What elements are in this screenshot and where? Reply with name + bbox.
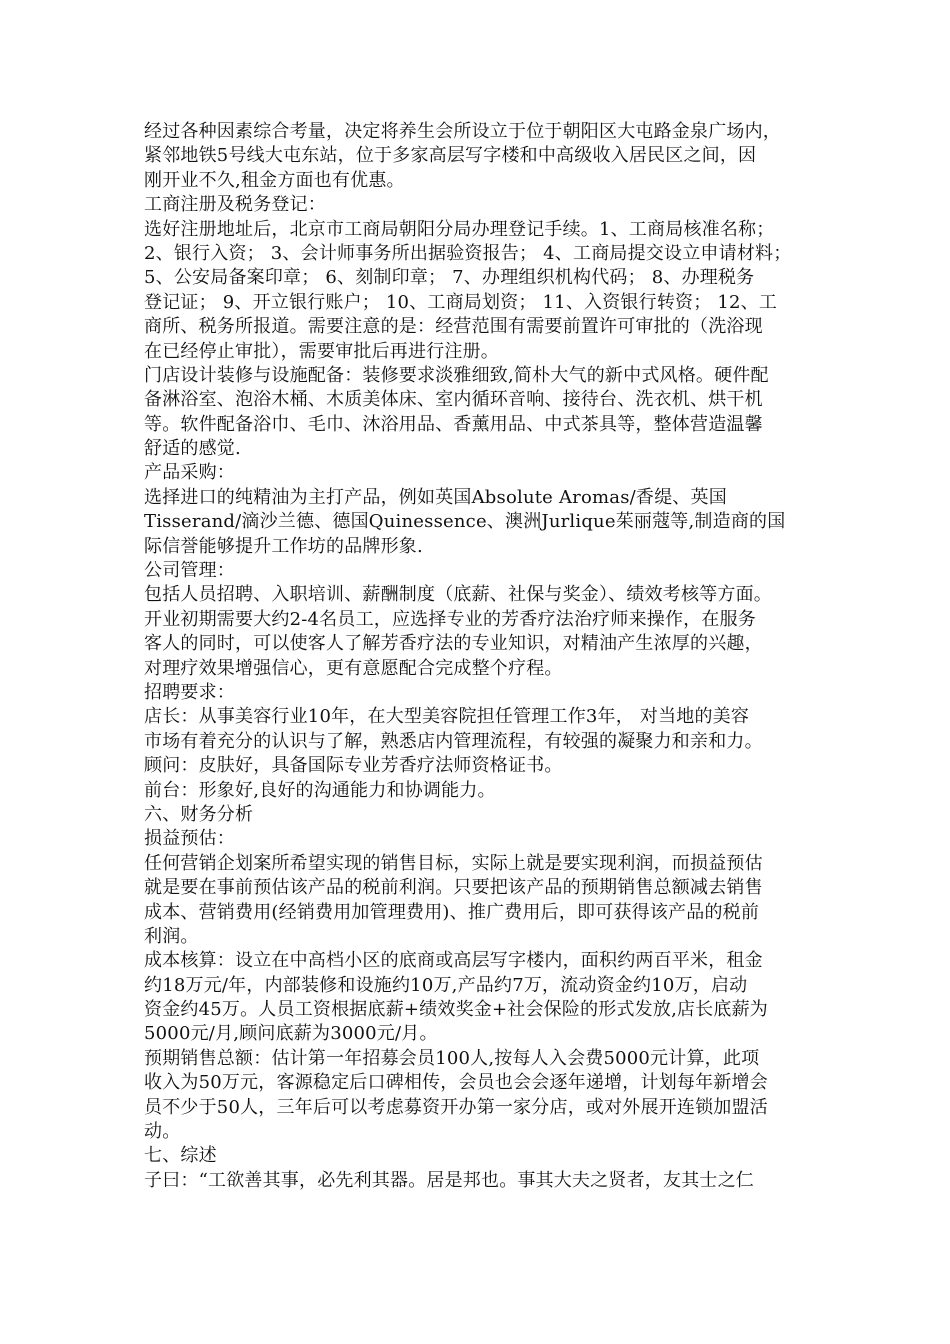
section-heading: 招聘要求： xyxy=(144,681,235,703)
section-heading: 公司管理： xyxy=(144,560,235,582)
text-line: 成本、营销费用(经销费用加管理费用)、推广费用后，即可获得该产品的税前 xyxy=(144,901,760,923)
text-line: 资金约45万。人员工资根据底薪+绩效奖金+社会保险的形式发放,店长底薪为 xyxy=(144,999,768,1021)
text-line: 紧邻地铁5号线大屯东站，位于多家高层写字楼和中高级收入居民区之间，因 xyxy=(144,145,757,167)
text-line: 包括人员招聘、入职培训、薪酬制度（底薪、社保与奖金）、绩效考核等方面。 xyxy=(144,584,772,606)
text-line: 成本核算：设立在中高档小区的底商或高层写字楼内，面积约两百平米，租金 xyxy=(144,950,763,972)
text-line: 备淋浴室、泡浴木桶、木质美体床、室内循环音响、接待台、洗衣机、烘干机 xyxy=(144,389,763,411)
text-line: 际信誉能够提升工作坊的品牌形象. xyxy=(144,535,423,557)
text-line: 前台：形象好,良好的沟通能力和协调能力。 xyxy=(144,779,496,801)
text-line: 约18万元/年，内部装修和设施约10万,产品约7万，流动资金约10万，启动 xyxy=(144,974,748,996)
document-body xyxy=(144,120,812,1193)
text-line: 开业初期需要大约2-4名员工，应选择专业的芳香疗法治疗师来操作，在服务 xyxy=(144,608,756,630)
text-line: 利润。 xyxy=(144,925,199,947)
text-line: Tisserand/滴沙兰德、德国Quinessence、澳洲Jurlique茱丽蔻等,制造商的国 xyxy=(144,511,786,533)
text-line: 选择进口的纯精油为主打产品，例如英国Absolute Aromas/香缇、英国 xyxy=(144,486,727,508)
text-line: 刚开业不久,租金方面也有优惠。 xyxy=(144,169,405,191)
text-line: 对理疗效果增强信心，更有意愿配合完成整个疗程。 xyxy=(144,657,563,679)
section-heading: 七、综述 xyxy=(144,1145,217,1167)
text-line: 5、公安局备案印章； 6、刻制印章； 7、办理组织机构代码； 8、办理税务 xyxy=(144,267,755,289)
section-heading: 产品采购： xyxy=(144,462,235,484)
section-heading: 损益预估： xyxy=(144,828,235,850)
text-line: 登记证； 9、开立银行账户； 10、工商局划资； 11、入资银行转资； 12、工 xyxy=(144,291,778,313)
text-line: 市场有着充分的认识与了解，熟悉店内管理流程，有较强的凝聚力和亲和力。 xyxy=(144,730,763,752)
text-line: 任何营销企划案所希望实现的销售目标，实际上就是要实现利润，而损益预估 xyxy=(144,852,763,874)
text-line: 经过各种因素综合考量，决定将养生会所设立于位于朝阳区大屯路金泉广场内， xyxy=(144,121,781,142)
text-line: 门店设计装修与设施配备：装修要求淡雅细致,简朴大气的新中式风格。硬件配 xyxy=(144,364,769,386)
text-line: 在已经停止审批），需要审批后再进行注册。 xyxy=(144,340,499,362)
text-line: 就是要在事前预估该产品的税前利润。只要把该产品的预期销售总额减去销售 xyxy=(144,877,763,899)
text-line: 客人的同时，可以使客人了解芳香疗法的专业知识，对精油产生浓厚的兴趣， xyxy=(144,633,763,655)
text-line: 5000元/月,顾问底薪为3000元/月。 xyxy=(144,1023,438,1045)
text-line: 商所、税务所报道。需要注意的是：经营范围有需要前置许可审批的（洗浴现 xyxy=(144,316,763,338)
text-line: 预期销售总额：估计第一年招募会员100人,按每人入会费5000元计算，此项 xyxy=(144,1047,760,1069)
text-line: 子曰：“工欲善其事，必先利其器。居是邦也。事其大夫之贤者，友其士之仁 xyxy=(144,1169,754,1191)
text-line: 员不少于50人，三年后可以考虑募资开办第一家分店，或对外展开连锁加盟活 xyxy=(144,1096,768,1118)
text-line: 选好注册地址后，北京市工商局朝阳分局办理登记手续。1、工商局核准名称； xyxy=(144,218,775,240)
text-line: 店长：从事美容行业10年，在大型美容院担任管理工作3年， 对当地的美容 xyxy=(144,706,750,728)
text-line: 动。 xyxy=(144,1121,181,1143)
text-line: 顾问：皮肤好，具备国际专业芳香疗法师资格证书。 xyxy=(144,755,563,777)
text-line: 收入为50万元，客源稳定后口碑相传，会员也会会逐年递增，计划每年新增会 xyxy=(144,1072,768,1094)
section-heading: 工商注册及税务登记： xyxy=(144,194,326,216)
text-line: 2、银行入资； 3、会计师事务所出据验资报告； 4、工商局提交设立申请材料； xyxy=(144,242,792,264)
text-line: 等。软件配备浴巾、毛巾、沐浴用品、香薰用品、中式茶具等，整体营造温馨 xyxy=(144,413,763,435)
section-heading: 六、财务分析 xyxy=(144,803,254,825)
text-line: 舒适的感觉. xyxy=(144,438,241,460)
